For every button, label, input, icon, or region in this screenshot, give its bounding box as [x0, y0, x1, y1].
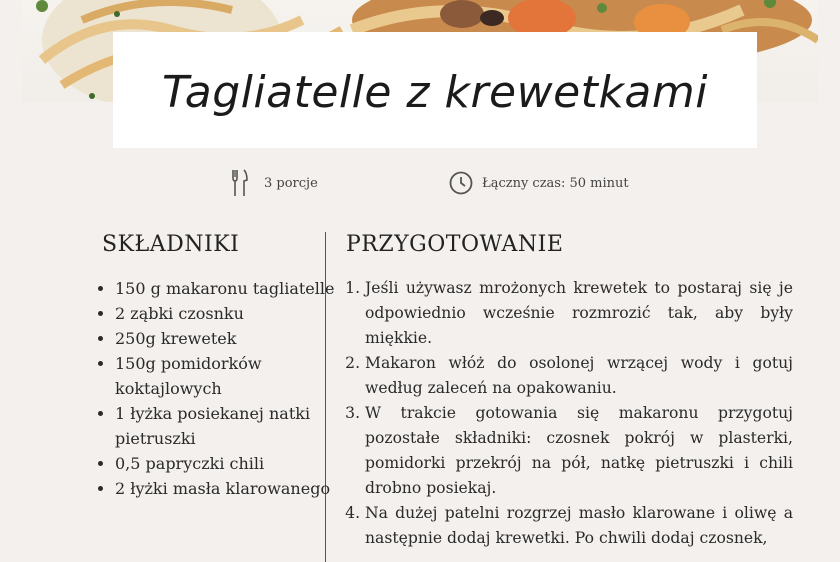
time-text: Łączny czas: 50 minut: [482, 175, 629, 191]
clock-icon: [448, 168, 474, 198]
ingredient-item: • 0,5 papryczki chili: [115, 451, 335, 476]
title-card: [113, 32, 757, 148]
preparation-steps: [346, 276, 793, 551]
ingredient-item: • 250g krewetek: [115, 326, 335, 351]
ingredient-item: • 2 ząbki czosnku: [115, 301, 335, 326]
preparation-heading: PRZYGOTOWANIE: [346, 232, 564, 257]
preparation-step: 3. W trakcie gotowania się makaronu przygotuj pozostałe składniki: czosnek pokrój w plasterki, pomidorki przekrój na pół, natkę pietruszki i chili drobno posiekaj.: [365, 401, 793, 501]
servings-text: 3 porcje: [264, 175, 318, 191]
ingredients-list: [100, 276, 335, 501]
ingredient-item: • 1 łyżka posiekanej natki pietruszki: [115, 401, 335, 451]
recipe-title: Tagliatelle z krewetkami: [162, 66, 708, 118]
fork-knife-icon: [230, 168, 256, 198]
preparation-step: 1. Jeśli używasz mrożonych krewetek to postaraj się je odpowiednio wcześnie rozmrozić tak, aby były miękkie.: [365, 276, 793, 351]
servings-info: [230, 168, 318, 198]
ingredients-heading: SKŁADNIKI: [102, 232, 240, 257]
preparation-step: 4. Na dużej patelni rozgrzej masło klarowane i oliwę a następnie dodaj krewetki. Po chwili dodaj czosnek,: [365, 501, 793, 551]
ingredient-item: • 150 g makaronu tagliatelle: [115, 276, 335, 301]
ingredient-item: • 150g pomidorków koktajlowych: [115, 351, 335, 401]
time-info: [448, 168, 629, 198]
ingredient-item: • 2 łyżki masła klarowanego: [115, 476, 335, 501]
preparation-step: 2. Makaron włóż do osolonej wrzącej wody i gotuj według zaleceń na opakowaniu.: [365, 351, 793, 401]
